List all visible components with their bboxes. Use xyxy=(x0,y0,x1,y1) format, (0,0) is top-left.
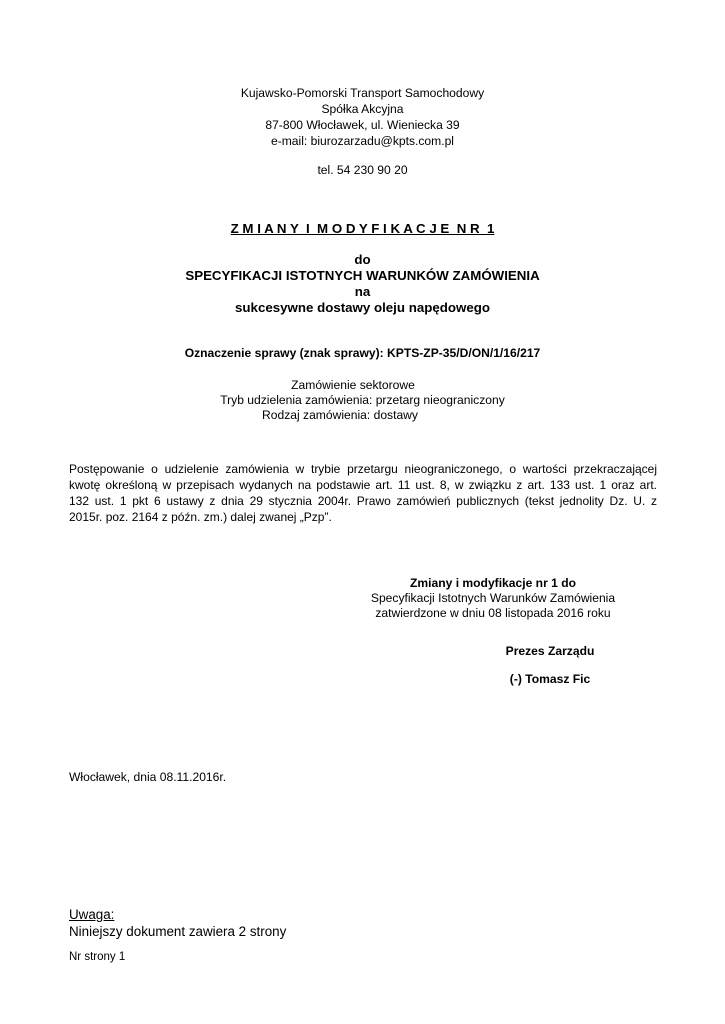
case-reference: Oznaczenie sprawy (znak sprawy): KPTS-ZP-35/D/ON/1/16/217 xyxy=(184,346,541,360)
signature-role: Prezes Zarządu xyxy=(505,644,595,658)
place-date: Włocławek, dnia 08.11.2016r. xyxy=(69,770,227,784)
approval-heading: Zmiany i modyfikacje nr 1 do xyxy=(410,576,576,590)
paragraph-line: 132 ust. 1 pkt 6 ustawy z dnia 29 stycznia 2004r. Prawo zamówień publicznych (tekst jednolity Dz. U. z xyxy=(69,494,657,508)
document-title: Z M I A N Y I M O D Y F I K A C J E N R 1 xyxy=(230,221,495,236)
company-address: 87-800 Włocławek, ul. Wieniecka 39 xyxy=(265,118,460,132)
company-email: e-mail: biurozarzadu@kpts.com.pl xyxy=(270,134,454,148)
approval-spec: Specyfikacji Istotnych Warunków Zamówienia xyxy=(370,591,616,605)
paragraph-line: 2015r. poz. 2164 z późn. zm.) dalej zwanej „Pzp”. xyxy=(69,510,332,524)
procurement-kind: Rodzaj zamówienia: dostawy xyxy=(262,408,418,422)
document-title-row xyxy=(0,221,725,237)
company-phone: tel. 54 230 90 20 xyxy=(317,163,408,177)
company-type: Spółka Akcyjna xyxy=(321,102,404,116)
title-specification: SPECYFIKACJI ISTOTNYCH WARUNKÓW ZAMÓWIENIA xyxy=(185,268,540,283)
procurement-type: Zamówienie sektorowe xyxy=(291,378,415,392)
page-number: Nr strony 1 xyxy=(69,951,126,963)
paragraph-line: kwotę określoną w przepisach wydanych na podstawie art. 11 ust. 8, w związku z art. 133 ust. 1 oraz art. xyxy=(69,478,657,492)
note-text: Niniejszy dokument zawiera 2 strony xyxy=(69,924,287,939)
company-name: Kujawsko-Pomorski Transport Samochodowy xyxy=(240,86,485,100)
title-subject: sukcesywne dostawy oleju napędowego xyxy=(235,300,490,315)
signature-name: (-) Tomasz Fic xyxy=(509,672,591,686)
procurement-mode: Tryb udzielenia zamówienia: przetarg nieograniczony xyxy=(220,393,505,407)
title-na: na xyxy=(354,284,371,299)
approval-date: zatwierdzone w dniu 08 listopada 2016 roku xyxy=(375,606,611,620)
title-do: do xyxy=(354,252,371,267)
note-label: Uwaga: xyxy=(69,907,115,922)
paragraph-line: Postępowanie o udzielenie zamówienia w trybie przetargu nieograniczonego, o wartości przekraczającej xyxy=(69,462,657,476)
